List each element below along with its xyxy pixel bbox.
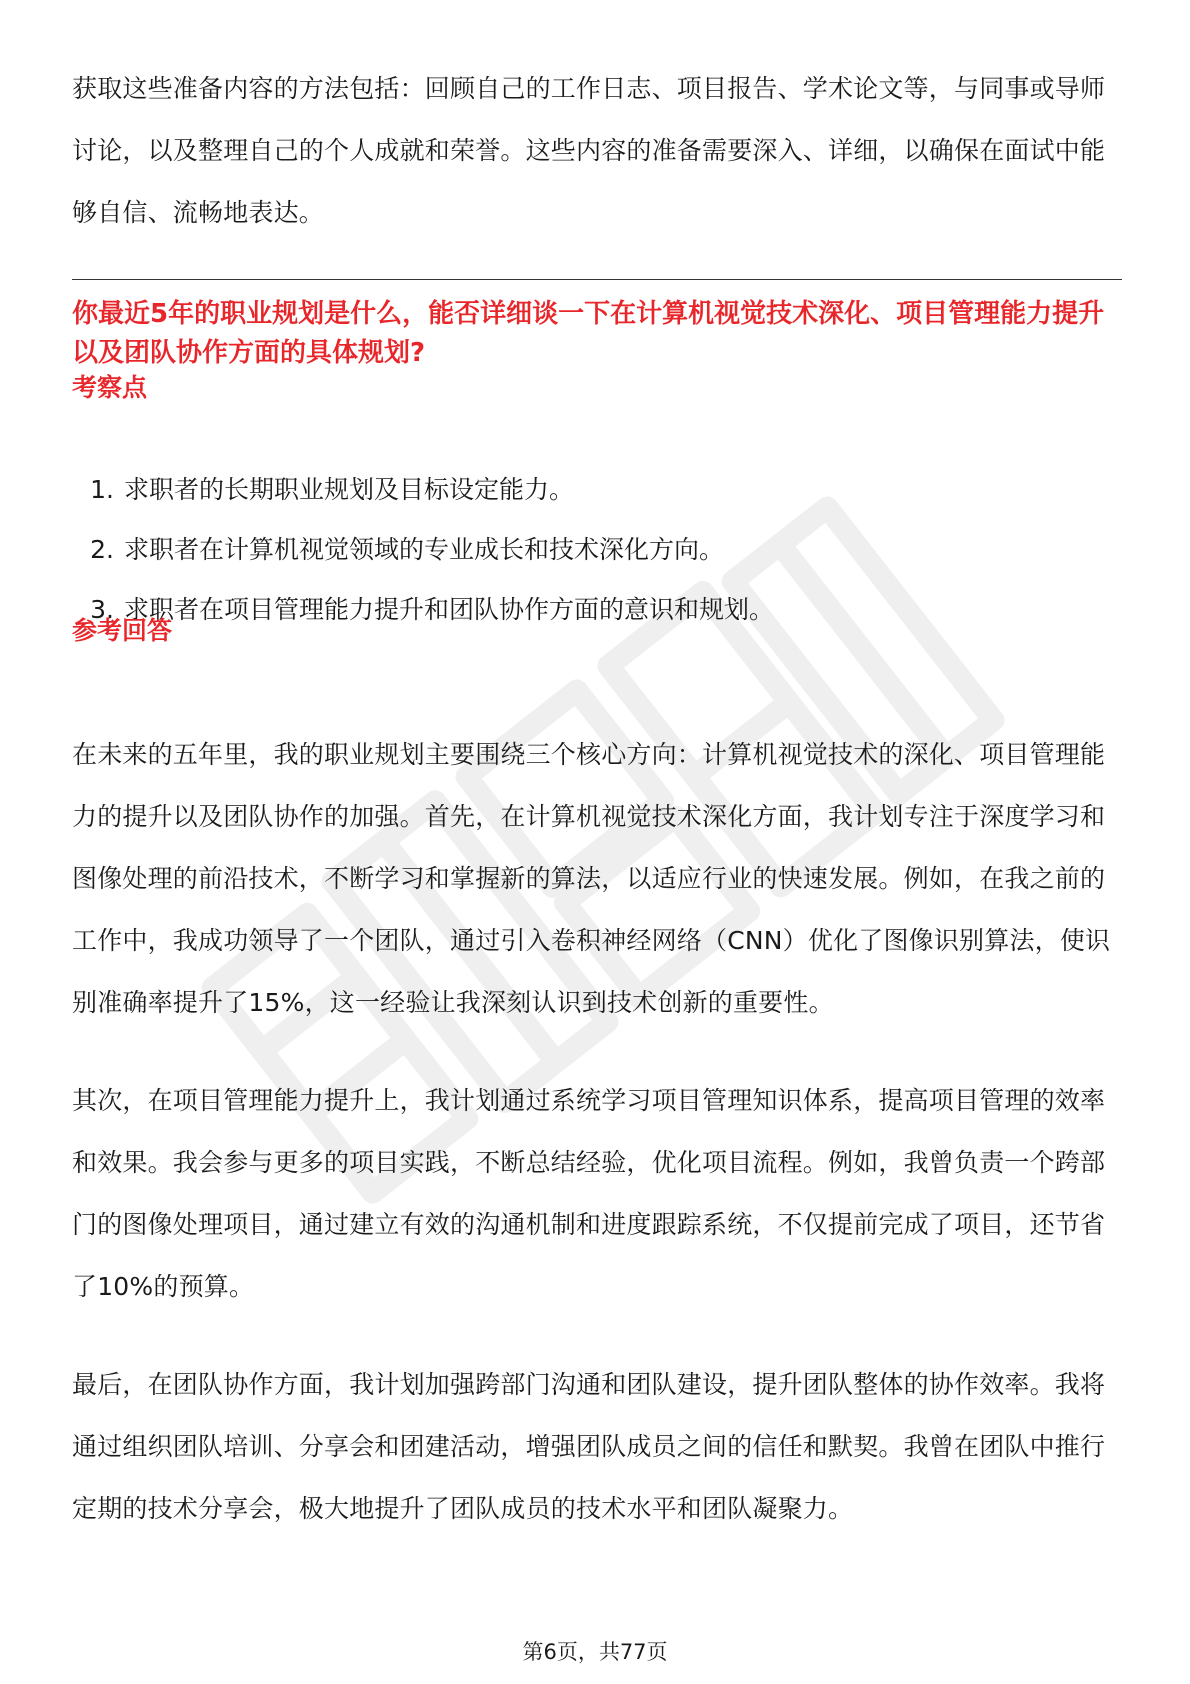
list-item-number: 2.	[90, 535, 114, 564]
answer-paragraph-1: 在未来的五年里，我的职业规划主要围绕三个核心方向：计算机视觉技术的深化、项目管理能力的提升以及团队协作的加强。首先，在计算机视觉技术深化方面，我计划专注于深度学习和图像处理的前沿技术，不断学习和掌握新的算法，以适应行业的快速发展。例如，在我之前的工作中，我成功领导了一个团队，通过引入卷积神经网络（CNN）优化了图像识别算法，使识别准确率提升了15%，这一经验让我深刻认识到技术创新的重要性。	[72, 740, 1111, 1017]
question-heading: 你最近5年的职业规划是什么，能否详细谈一下在计算机视觉技术深化、项目管理能力提升以及团队协作方面的具体规划?	[72, 299, 1105, 368]
list-item-text: 求职者在计算机视觉领域的专业成长和技术深化方向。	[124, 535, 725, 564]
answer-paragraph-2: 其次，在项目管理能力提升上，我计划通过系统学习项目管理知识体系，提高项目管理的效率和效果。我会参与更多的项目实践，不断总结经验，优化项目流程。例如，我曾负责一个跨部门的图像处理项目，通过建立有效的沟通机制和进度跟踪系统，不仅提前完成了项目，还节省了10%的预算。	[72, 1086, 1106, 1301]
list-item	[72, 520, 1122, 580]
assessment-heading: 考察点	[72, 373, 148, 402]
answer-heading: 参考回答	[72, 616, 173, 645]
list-item-text: 求职者在项目管理能力提升和团队协作方面的意识和规划。	[124, 595, 775, 624]
list-item	[72, 580, 1122, 640]
list-item-number: 1.	[90, 475, 114, 504]
list-item	[72, 460, 1122, 520]
assessment-list	[72, 460, 1122, 640]
intro-paragraph: 获取这些准备内容的方法包括：回顾自己的工作日志、项目报告、学术论文等，与同事或导师讨论，以及整理自己的个人成就和荣誉。这些内容的准备需要深入、详细，以确保在面试中能够自信、流畅地表达。	[72, 74, 1106, 227]
page-footer: 第6页，共77页	[522, 1640, 668, 1664]
answer-paragraph-3: 最后，在团队协作方面，我计划加强跨部门沟通和团队建设，提升团队整体的协作效率。我将通过组织团队培训、分享会和团建活动，增强团队成员之间的信任和默契。我曾在团队中推行定期的技术分享会，极大地提升了团队成员的技术水平和团队凝聚力。	[72, 1370, 1106, 1523]
list-item-number: 3.	[90, 595, 114, 624]
list-item-text: 求职者的长期职业规划及目标设定能力。	[124, 475, 575, 504]
answer-section	[72, 724, 1122, 1576]
section-divider	[72, 279, 1122, 280]
intro-section	[72, 58, 1122, 244]
